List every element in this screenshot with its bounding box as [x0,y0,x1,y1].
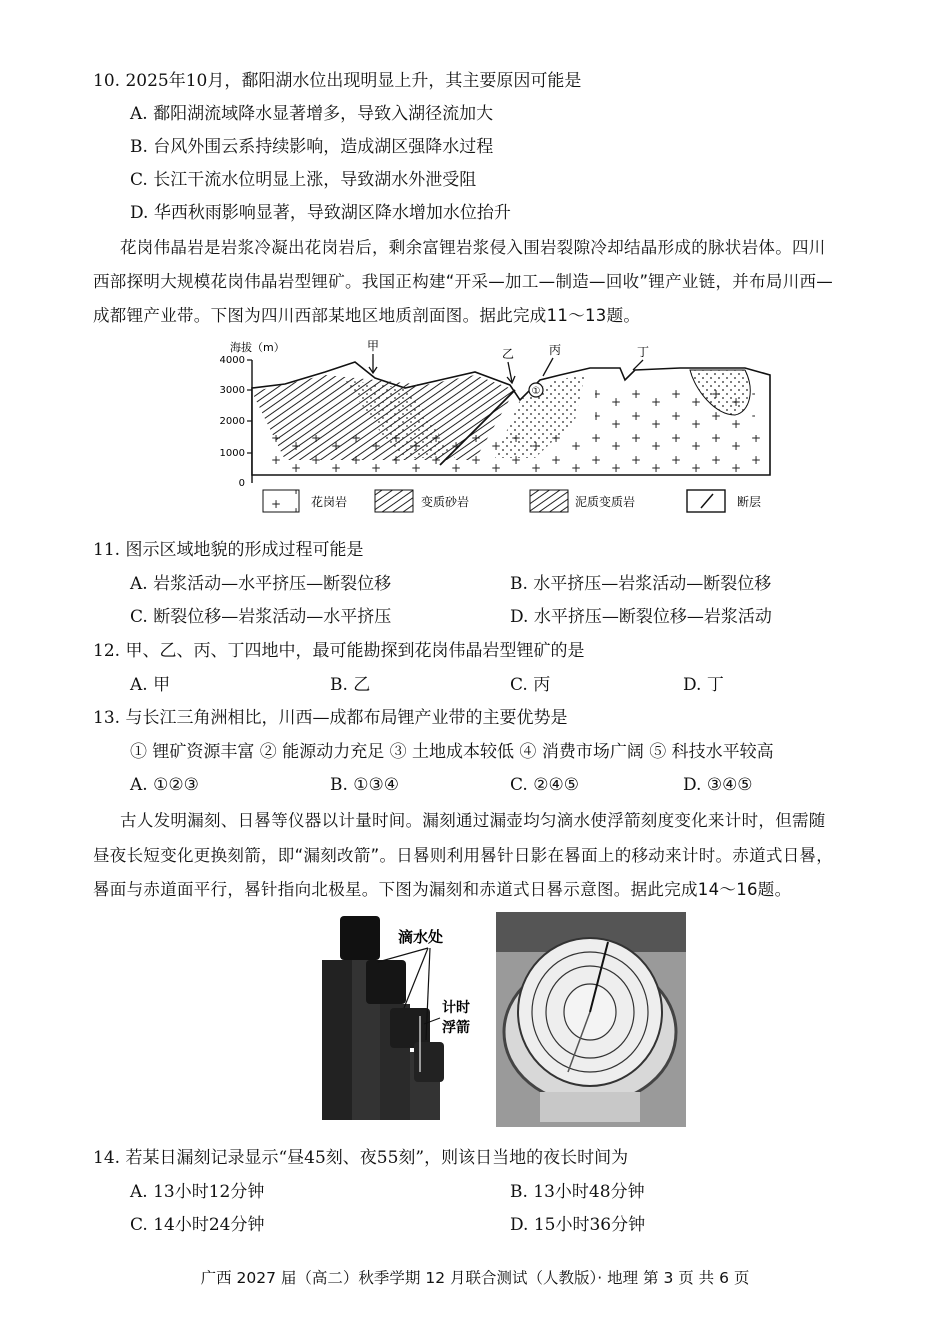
legend [263,490,761,512]
q12-option-d: D. 丁 [683,675,724,695]
q13-option-b: B. ①③④ [330,775,400,795]
q13-option-c: C. ②④⑤ [510,775,579,795]
passage2-line-2: 昼夜长短变化更换刻箭，即“漏刻改箭”。日晷则利用晷针日影在晷面上的移动来计时。赤道式日晷， [93,846,834,865]
passage1-line-1: 花岗伟晶岩是岩浆冷凝出花岗岩后，剩余富锂岩浆侵入围岩裂隙冷却结晶形成的脉状岩体。四川 [120,238,826,257]
q10-option-d: D. 华西秋雨影响显著，导致湖区降水增加水位抬升 [130,203,511,223]
q10-stem: 10. 2025年10月，鄱阳湖水位出现明显上升，其主要原因可能是 [93,71,582,91]
float-label-1: 计时 [442,1000,470,1016]
q12-option-b: B. 乙 [330,675,371,695]
q12-stem: 12. 甲、乙、丙、丁四地中，最可能勘探到花岗伟晶岩型锂矿的是 [93,641,585,661]
q12-option-a: A. 甲 [130,675,171,695]
point-ding: 丁 [636,345,650,359]
q13-stem: 13. 与长江三角洲相比，川西—成都布局锂产业带的主要优势是 [93,708,568,728]
clepsydra-photo [322,916,444,1120]
ytick-1000: 1000 [219,448,245,459]
q10-option-b: B. 台风外围云系持续影响，造成湖区强降水过程 [130,137,494,157]
q11-stem: 11. 图示区域地貌的形成过程可能是 [93,540,364,560]
q11-option-b: B. 水平挤压—岩浆活动—断裂位移 [510,574,772,594]
circle-marker: ① [531,386,541,397]
q11-option-c: C. 断裂位移—岩浆活动—水平挤压 [130,607,392,627]
clepsydra-sundial-figure [318,912,690,1132]
q14-option-a: A. 13小时12分钟 [130,1182,265,1202]
passage2-line-1: 古人发明漏刻、日晷等仪器以计量时间。漏刻通过漏壶均匀滴水使浮箭刻度变化来计时，但需随 [120,811,826,830]
granite-east [595,385,755,445]
ytick-2000: 2000 [219,416,245,427]
ytick-0: 0 [238,478,245,489]
q14-stem: 14. 若某日漏刻记录显示“昼45刻、夜55刻”，则该日当地的夜长时间为 [93,1148,629,1168]
q14-option-b: B. 13小时48分钟 [510,1182,645,1202]
drip-label: 滴水处 [398,928,444,946]
legend-mudrock: 泥质变质岩 [575,495,636,509]
yaxis-title: 海拔（m） [230,341,285,354]
legend-sandstone: 变质砂岩 [421,495,470,509]
point-jia: 甲 [366,339,380,353]
point-yi: 乙 [501,347,515,361]
legend-granite: 花岗岩 [311,495,348,509]
ytick-4000: 4000 [219,355,245,366]
q13-option-d: D. ③④⑤ [683,775,753,795]
float-label-2: 浮箭 [442,1020,470,1036]
q11-option-a: A. 岩浆活动—水平挤压—断裂位移 [130,574,392,594]
ytick-3000: 3000 [219,385,245,396]
q13-items: ① 锂矿资源丰富 ② 能源动力充足 ③ 土地成本较低 ④ 消费市场广阔 ⑤ 科技水平较高 [130,742,774,762]
page-footer: 广西 2027 届（高二）秋季学期 12 月联合测试（人教版）· 地理 第 3 页 共 6 页 [200,1269,750,1287]
q13-option-a: A. ①②③ [130,775,199,795]
q11-option-d: D. 水平挤压—断裂位移—岩浆活动 [510,607,772,627]
point-bing: 丙 [548,343,562,357]
q10-option-c: C. 长江干流水位明显上涨，导致湖水外泄受阻 [130,170,477,190]
passage1-line-3: 成都锂产业带。下图为四川西部某地区地质剖面图。据此完成11～13题。 [93,306,641,325]
q10-option-a: A. 鄱阳湖流域降水显著增多，导致入湖径流加大 [130,104,494,124]
q14-option-d: D. 15小时36分钟 [510,1215,646,1235]
sundial-photo [496,912,686,1127]
passage2-line-3: 晷面与赤道面平行，晷针指向北极星。下图为漏刻和赤道式日晷示意图。据此完成14～16题。 [93,880,792,899]
geological-section-figure [219,339,785,520]
passage1-line-2: 西部探明大规模花岗伟晶岩型锂矿。我国正构建“开采—加工—制造—回收”锂产业链，并布局川西— [93,272,834,291]
q14-option-c: C. 14小时24分钟 [130,1215,265,1235]
legend-fault: 断层 [737,495,762,509]
q12-option-c: C. 丙 [510,675,551,695]
